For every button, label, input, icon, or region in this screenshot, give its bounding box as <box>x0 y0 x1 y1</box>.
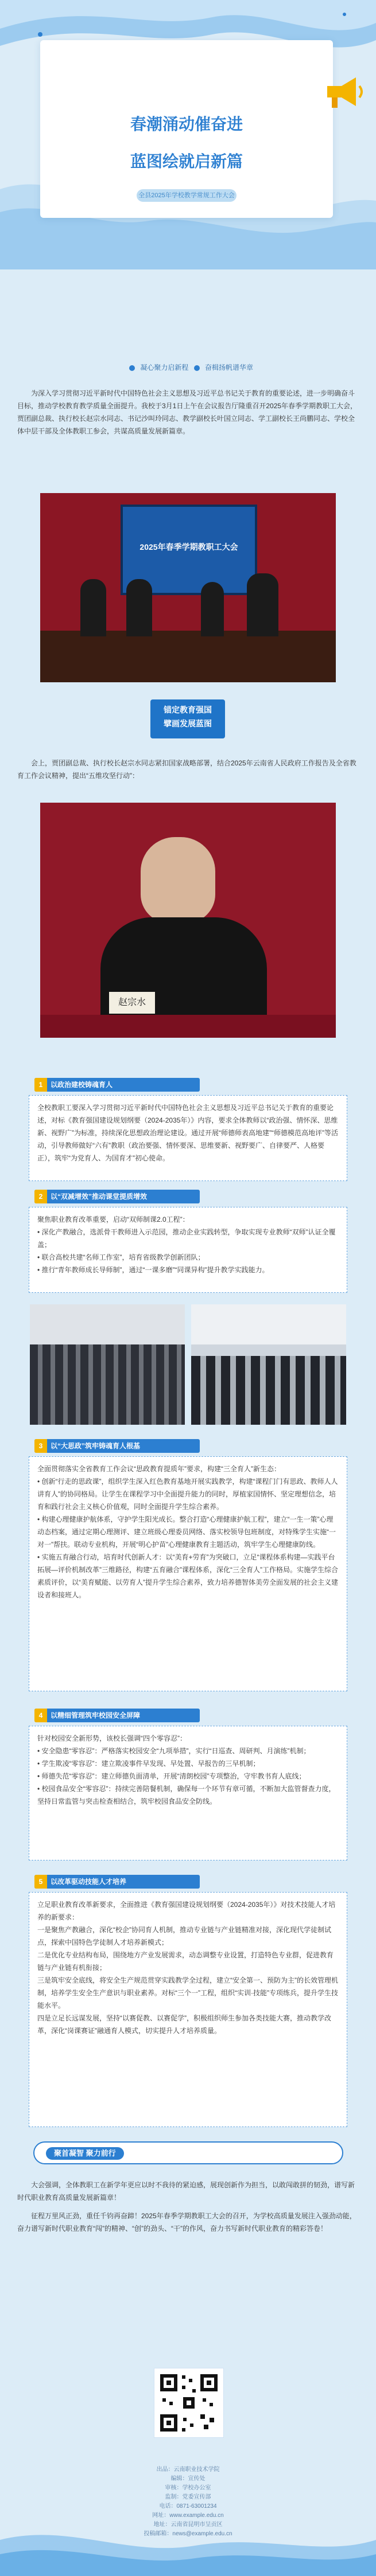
footer-line-4: 监制：党委宣传部 <box>165 2494 211 2500</box>
closing-banner <box>33 2141 343 2164</box>
conference-photo <box>40 493 336 682</box>
intro-section <box>17 387 359 443</box>
footer-line-1: 出品：云南职业技术学院 <box>156 2466 220 2473</box>
item-3-text3: • 构建心理健康护航体系，守护学生阳光成长。整合打造“心理健康护航工程”，建立“一生一策”心理动态档案，通过定期心理测评、建立班级心理委员网络、落实校领导包班制度，对特殊学生实施“一对一”帮扶。联动专业机构，开展“明心护苗”心理健康教育主题活动，筑牢学生心理健康防线。 <box>37 1515 336 1549</box>
meeting-photo-right <box>191 1304 346 1425</box>
page-title-line1: 春潮涌动催奋进 <box>130 115 243 134</box>
item-1-box <box>29 1095 347 1181</box>
item-3-text2: • 创新“行走的思政课”，组织学生深入红色教育基地开展实践教学，构建“课程门门有思政、教师人人讲育人”的协同格局。让学生在课程学习中全面提升能力的同时，厚植家国情怀、坚定理想信念，培育和践行社会主义核心价值观，同时全面提升学生综合素养。 <box>37 1477 338 1511</box>
item-4-title: 以精细管理筑牢校园安全屏障 <box>51 1711 141 1719</box>
item-3-number: 3 <box>34 1439 47 1453</box>
closing-paragraph-1: 大会强调，全体教职工在新学年更应以时不我待的紧迫感，展现创新作为担当，以敢闯敢拼的韧劲，谱写新时代职业教育高质量发展新篇章！ <box>17 2181 355 2202</box>
section-badge-line1: 锚定教育强国 <box>164 705 212 714</box>
item-5-title: 以改革驱动技能人才培养 <box>51 1878 127 1886</box>
footer-line-5: 电话：0871-63001234 <box>159 2503 217 2509</box>
footer-line-2: 编辑：宣传处 <box>170 2476 206 2482</box>
section-badge-line2: 擘画发展蓝图 <box>164 719 212 728</box>
footer-decoration <box>0 2523 376 2576</box>
item-2-box <box>29 1207 347 1293</box>
item-5-text2: 一是聚焦产教融合，深化“校企”协同育人机制，推动专业链与产业链精准对接，深化现代学徒制试点，探索中国特色学徒制人才培养新模式； <box>37 1926 331 1946</box>
person-1 <box>80 579 106 636</box>
item-3-text4: • 实施五育融合行动，培育时代创新人才：以“美育+劳育”为突破口，立足“课程体系构建—实践平台拓展—评价机制改革”三维路径，构建“五育融合”课程体系，深化“三全育人”工作格局。实施学生综合素质评价，以“美育赋能、以劳育人”提升学生综合素养，致力培养德智体美劳全面发展的社会主义建设者和接班人。 <box>37 1553 338 1599</box>
closing-section <box>17 2179 359 2241</box>
tag-right: 奋楫扬帆谱华章 <box>205 363 254 372</box>
item-2-text2: • 深化产教融合，选派骨干教师进入示范园，推动企业实践转型，争取实现专业教师“双师”认证全覆盖； <box>37 1228 336 1249</box>
item-3-title: 以“大思政”筑牢铸魂育人根基 <box>51 1442 141 1450</box>
item-4-header <box>34 1709 200 1722</box>
item-2-text3: • 联合高校共建“名师工作室”，培育省级教学创新团队； <box>37 1253 205 1261</box>
tag-dot-icon <box>129 365 135 371</box>
item-5-number: 5 <box>34 1875 47 1889</box>
item-5-text3: 二是优化专业结构布局，围绕地方产业发展需求，动态调整专业设置，打造特色专业群，促进教育链与产业链有机衔接； <box>37 1951 334 1972</box>
person-3 <box>201 582 224 636</box>
footer-line-7: 地址：云南省昆明市呈贡区 <box>153 2522 223 2528</box>
meeting-photo-left <box>30 1304 185 1425</box>
section-badge <box>150 699 225 738</box>
page-title-line2: 蓝图绘就启新篇 <box>130 152 243 171</box>
qr-code-icon <box>154 2368 223 2437</box>
closing-paragraph-2: 征程万里风正劲，重任千钧再奋蹄！2025年春季学期教职工大会的召开，为学校高质量发展注入强劲动能，奋力谱写新时代职业教育“闯”的精神、“创”的劲头、“干”的作风，奋力书写新时代职业教育的精彩答卷！ <box>17 2212 356 2233</box>
item-2-title: 以“双减增效”推动课堂提质增效 <box>51 1193 148 1201</box>
footer-line-3: 审核：学校办公室 <box>165 2485 211 2491</box>
footer-line-8: 投稿邮箱：news@example.edu.cn <box>144 2531 232 2537</box>
intro-paragraph: 为深入学习贯彻习近平新时代中国特色社会主义思想及习近平总书记关于教育的重要论述，进一步明确奋斗目标，推动学校教育教学质量全面提升。我校于3月1日上午在会议报告厅隆重召开2025年春季学期教职工大会，贾团副总裁、执行校长赵宗水同志、书记沙叫玲同志、教学副校长叶国立同志、学工副校长王尚鹏同志、学校全体中层干部及全体教职工参会，共谋高质量发展新篇章。 <box>17 389 358 435</box>
footer-line-6: 网址：www.example.edu.cn <box>152 2512 224 2519</box>
item-2-text4: • 推行“青年教师成长导师制”，通过“一课多磨”“同课异构”提升教学实践能力。 <box>37 1266 269 1274</box>
tag-line <box>103 362 276 372</box>
speaker-face <box>141 837 215 923</box>
item-2-text1: 聚焦职业教育改革重要，启动“双师制课2.0工程”： <box>37 1215 189 1223</box>
item-4-text5: • 校园食品安全“零容忍”：持续完善陪餐机制，确保每一个环节有章可循，不断加大监管督查力度，坚持日常监管与突击检查相结合，筑牢校园食品安全防线。 <box>37 1785 336 1805</box>
item-2-number: 2 <box>34 1190 47 1203</box>
item-5-header <box>34 1875 200 1889</box>
item-5-box <box>29 1892 347 2127</box>
item-4-number: 4 <box>34 1709 47 1722</box>
item-5-text5: 四是立足长远谋发展，坚持“以赛促教、以赛促学”，积极组织师生参加各类技能大赛，推动教学改革，深化“岗课赛证”融通育人模式，切实提升人才培养质量。 <box>37 2014 331 2035</box>
item-4-text2: • 安全隐患“零容忍”：严格落实校园安全“九项举措”，实行“日巡查、周研判、月演练”机制； <box>37 1747 311 1755</box>
speaker-photo <box>40 803 336 1038</box>
tag-dot-icon <box>194 365 200 371</box>
person-2 <box>126 579 152 636</box>
item-1-title: 以政治建校铸魂育人 <box>51 1081 113 1089</box>
item-5-text1: 立足职业教育改革新要求，全面推进《教育强国建设规划纲要（2024-2035年）》对技术技能人才培养的新要求： <box>37 1901 336 1921</box>
section1-text <box>17 757 359 788</box>
header <box>0 0 376 269</box>
item-5-text4: 三是筑牢安全底线，将安全生产规范贯穿实践教学全过程，建立“安全第一、预防为主”的长效管理机制，培养学生安全生产意识与职业素养。对标“三个一”工程，组织“实训·技能”专项练兵，提升学生技能水平。 <box>37 1976 338 2010</box>
tag-left: 凝心聚力启新程 <box>140 363 189 372</box>
person-4 <box>247 573 278 636</box>
megaphone-icon <box>321 69 367 115</box>
item-3-header <box>34 1439 200 1453</box>
item-1-number: 1 <box>34 1078 47 1092</box>
item-3-text1: 全面贯彻落实全省教育工作会议“思政教育提质年”要求，构建“三全育人”新生态： <box>37 1465 281 1473</box>
item-1-text: 全校教职工要深入学习贯彻习近平新时代中国特色社会主义思想及习近平总书记关于教育的重要论述，对标《教育强国建设规划纲要（2024-2035年）》内容，要求全体教师以“政治强、情怀深、思维新、视野广”为标准，持续深化思想政治理论建设。通过开展“师德师表高地建”“师德模范高地评”等活动，引导教师做好“六有”教职（政治要强、情怀要深、思维要新、视野要广、自律要严、人格要正），筑牢“为党育人、为国育才”初心使命。 <box>37 1104 338 1162</box>
nameplate: 赵宗水 <box>109 992 155 1014</box>
item-4-text4: • 师德失范“零容忍”：建立师德负面清单，开展“清朗校园”专项整治，守牢教书育人底线； <box>37 1772 306 1780</box>
screen-text: 2025年春季学期教职工大会 <box>139 542 238 552</box>
qr-code[interactable] <box>154 2368 224 2438</box>
item-2-header <box>34 1190 200 1203</box>
item-4-text3: • 学生欺凌“零容忍”：建立欺凌事件早发现、早处置、早报告的三早机制； <box>37 1760 260 1768</box>
item-4-box <box>29 1726 347 1860</box>
item-4-text1: 针对校园安全新形势，该校长强调“四个零容忍”： <box>37 1734 187 1742</box>
section1-paragraph: 会上，贾团副总裁、执行校长赵宗水同志紧扣国家战略部署，结合2025年云南省人民政府工作报告及全省教育工作会议精神，提出“五维攻坚行动”： <box>17 759 356 780</box>
item-1-header <box>34 1078 200 1092</box>
page-subtitle: 全县2025年学校教学常规工作大会 <box>137 189 237 202</box>
item-3-box <box>29 1456 347 1691</box>
closing-banner-label: 聚首凝智 聚力前行 <box>46 2147 124 2160</box>
header-card <box>40 40 333 218</box>
